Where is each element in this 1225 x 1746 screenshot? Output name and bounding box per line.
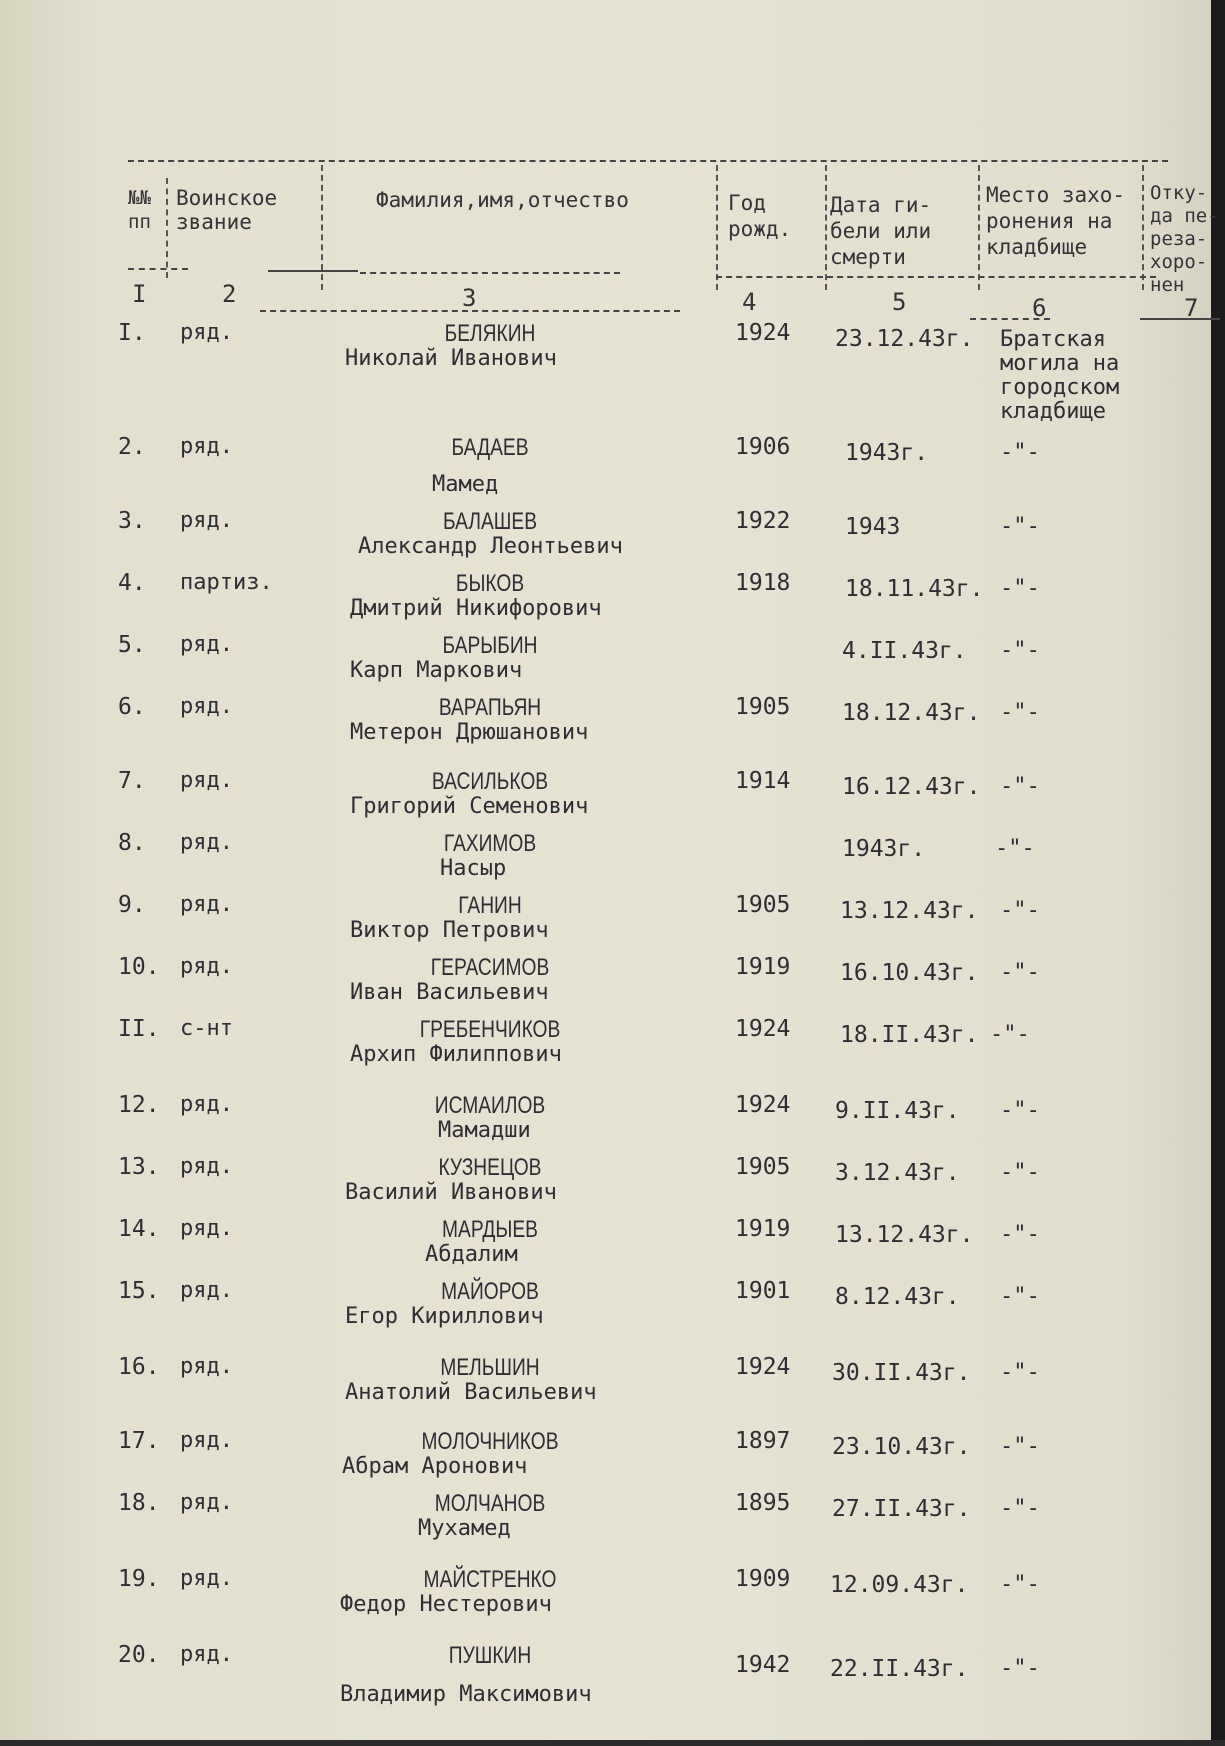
row-given-name: Иван Васильевич: [350, 980, 549, 1005]
row-birth-year: 1905: [735, 1154, 791, 1180]
row-burial-place: -"-: [1000, 638, 1040, 663]
row-given-name: Федор Нестерович: [340, 1592, 552, 1617]
row-surname: МАЙОРОВ: [441, 1278, 539, 1305]
list-item: [0, 1278, 1225, 1338]
header-mid-rule: [128, 268, 188, 270]
row-given-name: Мухамед: [418, 1516, 511, 1541]
row-death-date: 1943г.: [845, 440, 929, 466]
list-item: [0, 768, 1225, 828]
row-given-name: Александр Леонтьевич: [358, 534, 623, 559]
row-birth-year: 1924: [735, 1092, 791, 1118]
row-surname: БАДАЕВ: [451, 434, 529, 461]
row-number: 10.: [118, 954, 160, 980]
row-surname: БЕЛЯКИН: [444, 320, 536, 347]
row-burial-place: -"-: [1000, 514, 1040, 539]
row-rank: партиз.: [180, 570, 273, 595]
row-number: 2.: [118, 434, 146, 460]
list-item: [0, 632, 1225, 692]
scan-edge-bottom: [0, 1740, 1225, 1746]
row-surname: МОЛОЧНИКОВ: [421, 1428, 559, 1455]
row-death-date: 1943: [845, 514, 901, 540]
list-item: [0, 892, 1225, 952]
row-burial-place: -"-: [1000, 774, 1040, 799]
row-number: II.: [118, 1016, 160, 1042]
row-number: 14.: [118, 1216, 160, 1242]
row-rank: ряд.: [180, 632, 233, 657]
row-number: I.: [118, 320, 146, 346]
row-burial-place: -"-: [1000, 1496, 1040, 1521]
row-given-name: Метерон Дрюшанович: [350, 720, 589, 745]
row-burial-place: -"-: [1000, 1284, 1040, 1309]
row-surname: ГЕРАСИМОВ: [430, 954, 550, 981]
row-burial-place: -"-: [1000, 1360, 1040, 1385]
row-burial-place: -"-: [1000, 1222, 1040, 1247]
row-birth-year: 1919: [735, 954, 791, 980]
list-item: [0, 320, 1225, 424]
row-surname: МАЙСТРЕНКО: [423, 1566, 557, 1593]
row-surname: БАРЫБИН: [442, 632, 538, 659]
row-given-name: Николай Иванович: [345, 346, 557, 371]
row-rank: ряд.: [180, 954, 233, 979]
row-given-name: Архип Филиппович: [350, 1042, 562, 1067]
row-rank: ряд.: [180, 320, 233, 345]
row-death-date: 16.10.43г.: [840, 960, 979, 986]
row-rank: ряд.: [180, 830, 233, 855]
col-number: 7: [1184, 294, 1199, 322]
row-burial-place: -"-: [1000, 1098, 1040, 1123]
row-rank: ряд.: [180, 1354, 233, 1379]
row-surname: БАЛАШЕВ: [442, 508, 538, 535]
header-mid-rule: [716, 276, 1156, 278]
row-given-name: Дмитрий Никифорович: [350, 596, 602, 621]
row-rank: ряд.: [180, 1566, 233, 1591]
list-item: [0, 1490, 1225, 1550]
col-number: I: [132, 280, 147, 308]
row-number: 5.: [118, 632, 146, 658]
col-number: 5: [892, 288, 907, 316]
row-number: 4.: [118, 570, 146, 596]
row-surname: МАРДЫЕВ: [442, 1216, 538, 1243]
row-number: 7.: [118, 768, 146, 794]
row-death-date: 30.II.43г.: [832, 1360, 971, 1386]
list-item: [0, 830, 1225, 890]
row-given-name: Карп Маркович: [350, 658, 523, 683]
row-burial-place: -"-: [1000, 1160, 1040, 1185]
row-birth-year: 1924: [735, 1016, 791, 1042]
row-given-name: Василий Иванович: [345, 1180, 557, 1205]
row-number: 6.: [118, 694, 146, 720]
list-item: [0, 570, 1225, 630]
row-death-date: 1943г.: [842, 836, 926, 862]
row-burial-place: -"-: [1000, 700, 1040, 725]
row-death-date: 23.12.43г.: [835, 326, 974, 352]
row-burial-place: -"-: [1000, 576, 1040, 601]
row-burial-place: -"-: [1000, 898, 1040, 923]
row-birth-year: 1909: [735, 1566, 791, 1592]
row-number: 12.: [118, 1092, 160, 1118]
row-birth-year: 1897: [735, 1428, 791, 1454]
row-number: 18.: [118, 1490, 160, 1516]
row-surname: МОЛЧАНОВ: [434, 1490, 546, 1517]
list-item: [0, 1428, 1225, 1488]
col-number: 3: [462, 284, 477, 312]
row-death-date: 13.12.43г.: [840, 898, 979, 924]
row-given-name: Насыр: [440, 856, 507, 881]
row-burial-place: -"-: [1000, 960, 1040, 985]
list-item: [0, 954, 1225, 1014]
col4-header: Год рожд.: [728, 191, 792, 241]
row-death-date: 23.10.43г.: [832, 1434, 971, 1460]
col1-header: №№ пп: [128, 187, 151, 233]
row-burial-place: -"-: [1000, 1656, 1040, 1681]
row-birth-year: 1942: [735, 1652, 791, 1678]
row-death-date: 13.12.43г.: [835, 1222, 974, 1248]
col6-header: Место захо- ронения на кладбище: [986, 183, 1126, 259]
row-surname: ВАРАПЬЯН: [438, 694, 542, 721]
row-death-date: 27.II.43г.: [832, 1496, 971, 1522]
row-birth-year: 1895: [735, 1490, 791, 1516]
list-item: [0, 1216, 1225, 1276]
row-given-name: Анатолий Васильевич: [345, 1380, 597, 1405]
row-number: 13.: [118, 1154, 160, 1180]
row-birth-year: 1914: [735, 768, 791, 794]
list-item: [0, 1642, 1225, 1707]
col2-header: Воинское звание: [176, 186, 278, 234]
row-death-date: 3.12.43г.: [835, 1160, 960, 1186]
row-number: 20.: [118, 1642, 160, 1668]
row-surname: ИСМАИЛОВ: [434, 1092, 546, 1119]
row-rank: ряд.: [180, 508, 233, 533]
header-mid-rule: [360, 272, 620, 274]
row-birth-year: 1918: [735, 570, 791, 596]
row-rank: ряд.: [180, 1216, 233, 1241]
row-rank: ряд.: [180, 694, 233, 719]
row-number: 16.: [118, 1354, 160, 1380]
header-divider: [166, 178, 168, 278]
row-death-date: 18.11.43г.: [845, 576, 984, 602]
row-death-date: 9.II.43г.: [835, 1098, 960, 1124]
row-birth-year: 1924: [735, 320, 791, 346]
row-given-name: Виктор Петрович: [350, 918, 549, 943]
list-item: [0, 1154, 1225, 1214]
header-mid-rule: [268, 270, 358, 272]
list-item: [0, 1016, 1225, 1076]
row-number: 9.: [118, 892, 146, 918]
row-number: 19.: [118, 1566, 160, 1592]
row-given-name: Абдалим: [425, 1242, 518, 1267]
list-item: [0, 694, 1225, 754]
row-birth-year: 1922: [735, 508, 791, 534]
row-surname: КУЗНЕЦОВ: [438, 1154, 542, 1181]
row-given-name: Мамед: [432, 472, 499, 497]
row-burial-place: -"-: [1000, 1572, 1040, 1597]
row-given-name: Абрам Аронович: [342, 1454, 528, 1479]
col-number: 4: [742, 288, 757, 316]
row-surname: ГРЕБЕНЧИКОВ: [419, 1016, 561, 1043]
row-birth-year: 1901: [735, 1278, 791, 1304]
row-rank: ряд.: [180, 1154, 233, 1179]
list-item: [0, 1092, 1225, 1152]
header-divider: [978, 165, 980, 290]
row-birth-year: 1906: [735, 434, 791, 460]
row-death-date: 4.II.43г.: [842, 638, 967, 664]
row-death-date: 18.12.43г.: [842, 700, 981, 726]
row-rank: ряд.: [180, 434, 233, 459]
list-item: [0, 1566, 1225, 1626]
col-number: 6: [1032, 294, 1047, 322]
row-number: 3.: [118, 508, 146, 534]
row-rank: ряд.: [180, 1428, 233, 1453]
row-given-name: Мамадши: [438, 1118, 531, 1143]
col7-header: Отку- да пе- реза- хоро- нен: [1150, 182, 1219, 296]
row-surname: ВАСИЛЬКОВ: [431, 768, 549, 795]
list-item: [0, 1354, 1225, 1414]
row-number: 17.: [118, 1428, 160, 1454]
row-surname: ГАНИН: [458, 892, 522, 919]
row-burial-place: -"-: [1000, 440, 1040, 465]
col3-header: Фамилия,имя,отчество: [376, 188, 629, 212]
row-given-name: Григорий Семенович: [350, 794, 589, 819]
row-rank: ряд.: [180, 1642, 233, 1667]
row-birth-year: 1919: [735, 1216, 791, 1242]
header-top-rule: [128, 160, 1168, 162]
row-burial-place: -"-: [1000, 1434, 1040, 1459]
row-rank: ряд.: [180, 1278, 233, 1303]
row-number: 8.: [118, 830, 146, 856]
row-death-date: 16.12.43г.: [842, 774, 981, 800]
row-given-name: Егор Кириллович: [345, 1304, 544, 1329]
row-birth-year: 1905: [735, 694, 791, 720]
row-rank: ряд.: [180, 892, 233, 917]
row-death-date: 22.II.43г.: [830, 1656, 969, 1682]
row-rank: ряд.: [180, 1092, 233, 1117]
header-divider: [825, 165, 827, 290]
row-surname: МЕЛЬШИН: [440, 1354, 540, 1381]
col-number: 2: [222, 280, 237, 308]
col5-header: Дата ги- бели или смерти: [830, 193, 932, 269]
list-item: [0, 434, 1225, 497]
header-divider: [716, 165, 718, 290]
row-surname: ГАХИМОВ: [443, 830, 537, 857]
row-death-date: 8.12.43г.: [835, 1284, 960, 1310]
row-surname: БЫКОВ: [455, 570, 525, 597]
row-rank: ряд.: [180, 1490, 233, 1515]
row-burial-place: -"-: [995, 836, 1035, 861]
row-surname: ПУШКИН: [448, 1642, 532, 1669]
row-death-date: 18.II.43г.: [840, 1022, 979, 1048]
row-rank: с-нт: [180, 1016, 233, 1041]
header-divider: [1142, 165, 1144, 290]
row-number: 15.: [118, 1278, 160, 1304]
row-burial-place: Братская могила на городском кладбище: [1000, 327, 1120, 424]
row-birth-year: 1924: [735, 1354, 791, 1380]
row-birth-year: 1905: [735, 892, 791, 918]
row-rank: ряд.: [180, 768, 233, 793]
row-given-name: Владимир Максимович: [340, 1682, 592, 1707]
row-death-date: 12.09.43г.: [830, 1572, 969, 1598]
row-burial-place: -"-: [990, 1022, 1030, 1047]
list-item: [0, 508, 1225, 568]
